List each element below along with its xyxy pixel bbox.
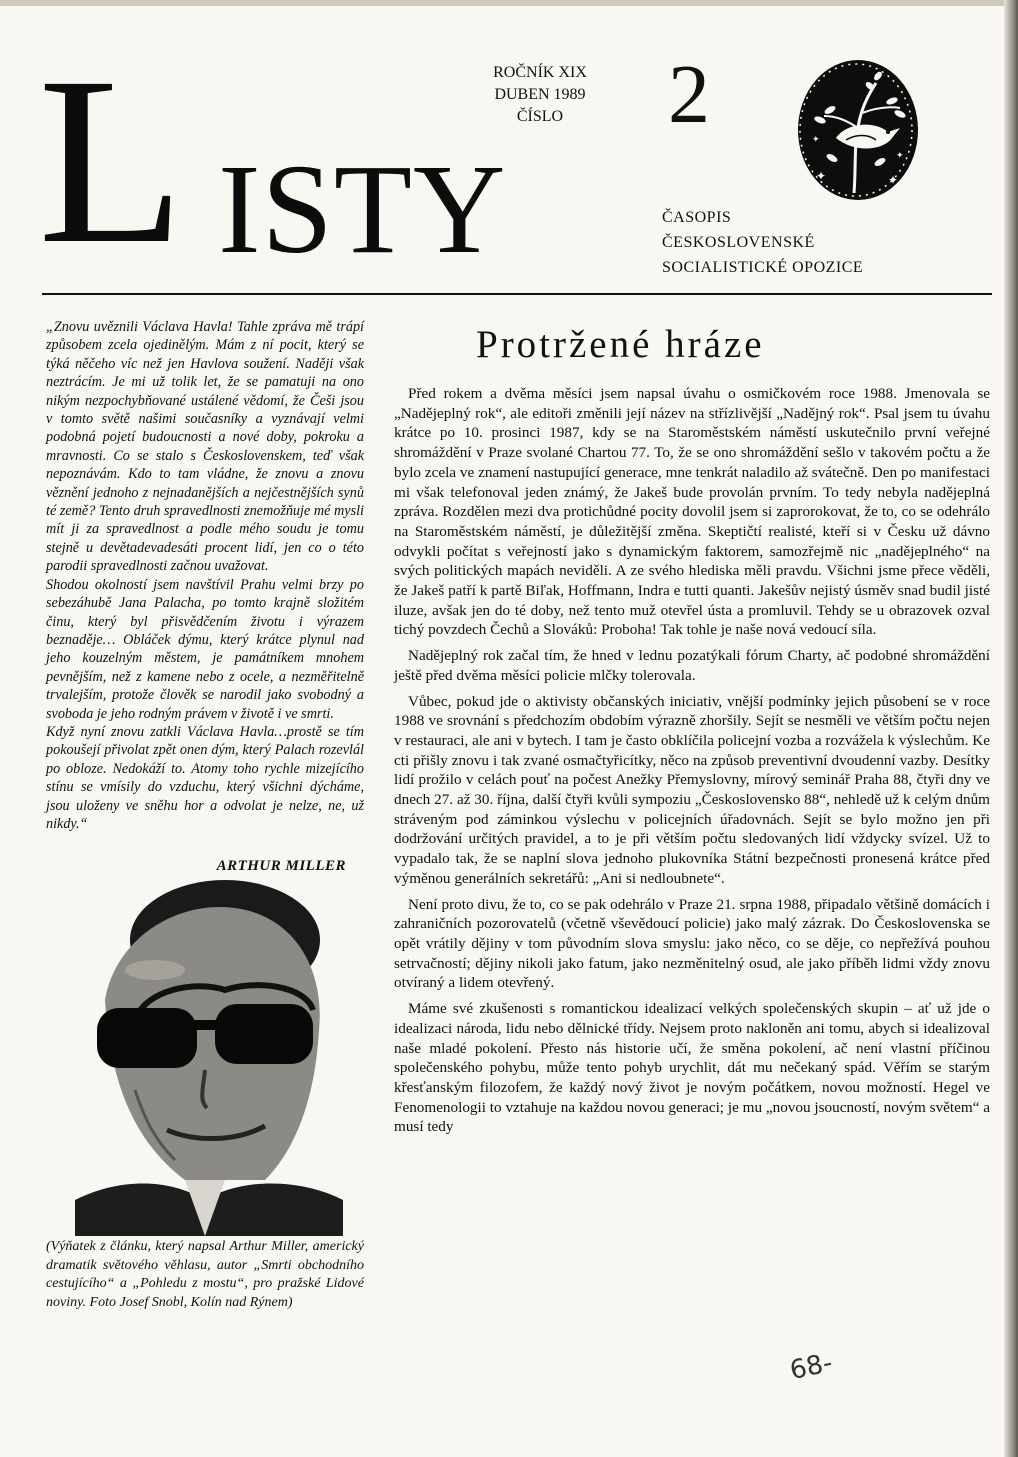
svg-text:✦: ✦ xyxy=(812,134,820,144)
masthead-subtitle xyxy=(662,205,863,280)
article-headline: Protržené hráze xyxy=(476,323,765,366)
volume-label: ROČNÍK XIX xyxy=(493,64,587,81)
masthead-divider xyxy=(42,293,992,295)
issue-number: 2 xyxy=(668,48,710,141)
quote-paragraph: „Znovu uvěznili Václava Havla! Tahle zpráva mě trápí způsobem zcela ojedinělým. Mám z ní pocit, který se týká něčeho víc než jen Havlova soužení. Naději však neztrácím. Je mi už tolik let, že se pamatuji na ono nikým nezpochybňované ustálené vědomí, že Češi jsou v tomto světě našimi současníky a vyznávají velmi podobná pojetí budoucnosti a nové doby, pokroku a mravnosti. Co se stalo s Československem, teď však nepoznávám. Kdo to tam vládne, že znovu a znovu věznění jednoho z nejnadanějších a nejčestnějších synů té země? Tento druh spravedlnosti znemožňuje mé mysli mít ji za spravedlnost a podle mého soudu je tomu stejně u devětadevadesáti procent lidí, jen co o této parodii spravedlnosti začnou uvažovat. xyxy=(46,319,364,575)
quote-paragraph: Když nyní znovu zatkli Václava Havla…prostě se tím pokoušejí přivolat zpět onen dým, který Palach rozevlál po obloze. Nedokáží to. Atomy toho rychle mizejícího stínu se vmísily do vzduchu, který všichni dýcháme, jsou uloženy ve sněhu hor a odvolat je nelze, ne, už nikdy.“ xyxy=(46,723,364,832)
issue-date: DUBEN 1989 xyxy=(494,86,586,103)
subtitle-line-2: ČESKOSLOVENSKÉ xyxy=(662,234,815,251)
article-paragraph: Máme své zkušenosti s romantickou idealizací velkých společenských skupin – ať už jde o idealizaci národa, lidu nebo dělnické třídy. Nejsem proto nakloněn ani tomu, abych si idealizoval naše mladé pokolení. Přesto nás historie učí, že směna pokolení, ač není vlastní příčinou společenského pohybu, může tento pohyb urychlit, dát mu nečekaný spád. Věřím se starým křesťanským filozofem, že každý nový život je novým počátkem, novou možností. Hegel ve Fenomenologii to vztahuje na každou novou generaci; je mu „novou jsoucností, novým světem“ a musí tedy xyxy=(394,1000,990,1136)
bird-emblem-icon xyxy=(796,58,926,208)
subtitle-line-1: ČASOPIS xyxy=(662,209,732,226)
quote-signature: ARTHUR MILLER xyxy=(216,858,346,874)
article-paragraph: Vůbec, pokud jde o aktivisty občanských iniciativ, vnější podmínky jejich působení se v roce 1988 ve srovnání s předchozím obdobím výrazně zhoršily. Sejít se nesměli ve větším počtu nejen v restauraci, ale ani v bytech. I tam je často obklíčila policejní vozba a rozvážela k výslechům. Ke cti přišly znovu i tak zvané osmačtyřicítky, něco na způsob preventivní dvoudenní vazby. Desítky lidí prožilo v celách pouť na počest Anežky Přemyslovny, mírový seminář Praha 88, čtyři dny ve dnech 27. až 30. října, další čtyři kvůli sympoziu „Československo 88“, nehledě už k celým dnům stráveným pod záminkou výslechu v policejních úřadovnách. Sejít se bylo možno jen při dodržování určitých pravidel, a to je při větším počtu sledovaných lidí vždycky svízel. Už to vypadalo tak, že se naplní slova jednoho plukovníka Státní bezpečnosti pronesená krátce před výměnou generálních sekretářů: „Ani si nedloubnete“. xyxy=(394,692,990,887)
handwritten-note: 68- xyxy=(787,1347,836,1387)
quote-paragraph: Shodou okolností jsem navštívil Prahu velmi brzy po sebezáhubě Jana Palacha, po tomto krajně složitém činu, který byl přisvědčením životu i výrazem beznaděje… Obláček dýmu, který krátce plynul nad jeho kouzelným městem, je památníkem mnohem pevnějším, než z kamene nebo z ocele, a nezměřitelně trvalejším, protože člověk se narodil jako svobodný a svoboda je jeho rodným právem v životě i ve smrti. xyxy=(46,576,364,722)
article-body xyxy=(394,384,990,1143)
masthead-letters-isty: ISTY xyxy=(218,138,507,280)
issue-number-label: ČÍSLO xyxy=(516,108,564,125)
masthead-letter-l: L xyxy=(38,27,183,293)
page-top-edge xyxy=(0,0,1018,6)
page-right-edge xyxy=(1004,0,1018,1457)
subtitle-line-3: SOCIALISTICKÉ OPOZICE xyxy=(662,259,864,276)
arthur-miller-photo xyxy=(75,880,343,1236)
photo-caption: (Výňatek z článku, který napsal Arthur Miller, americký dramatik světového věhlasu, autor „Smrti obchodního cestujícího“ a „Pohledu z mostu“, pro pražské Lidové noviny. Foto Josef Snobl, Kolín nad Rýnem) xyxy=(46,1239,364,1310)
svg-text:✦: ✦ xyxy=(888,173,899,187)
svg-text:✦: ✦ xyxy=(816,169,827,183)
article-paragraph: Nadějeplný rok začal tím, že hned v lednu pozatýkali fórum Charty, ač podobné shromáždění ještě před dvěma měsíci policie mlčky tolerovala. xyxy=(394,647,990,684)
miller-quote xyxy=(46,318,364,833)
svg-text:✦: ✦ xyxy=(896,150,904,160)
article-paragraph: Není proto divu, že to, co se pak odehrálo v Praze 21. srpna 1988, připadalo většině domácích i zahraničních pozorovatelů (včetně vševědoucí policie) jako malý zázrak. Do Československa se opět vrátily dějiny v tom původním slova smyslu: jako něco, co se děje, co nepřežívá pouhou setrvačností; dějiny nikoli jako fatum, jako nezměnitelný osud, ale jako příběh lidmi vždy znovu otvíraný a lidem otevřený. xyxy=(394,895,990,992)
issue-info xyxy=(470,62,610,128)
article-paragraph: Před rokem a dvěma měsíci jsem napsal úvahu o osmičkovém roce 1988. Jmenovala se „Nadějeplný rok“, ale editoři změnili její název na střízlivější „Nadějný rok“. Psal jsem tu úvahu krátce po 10. prosinci 1987, kdy se na Staroměstském náměstí uskutečnilo první veřejné shromáždění v Praze svolané Chartou 77. To, že se ono shromáždění sešlo v takovém počtu a že bylo zcela ve znamení nastupující generace, mne tenkrát naladilo až svátečně. Den po manifestaci mi však telefonoval jeden známý, že Jakeš bude provolán prvním. To tedy nebyla nadějeplná zpráva. Rozdělen mezi dva protichůdné pocity dovolil jsem si zaprorokovat, že to, co se odehrálo na Staroměstském náměstí, je důležitější změna. Skeptičtí realisté, kteří si v Česku už dávno odvykli počítat s veřejností jako s dynamickým faktorem, samozřejmě nic „nadějeplného“ na svých politických mapách neviděli. A ze svého hlediska měli pravdu. Všichni jsme přece věděli, že Jakeš patří k partě Biľak, Hoffmann, Indra e tutti quanti. Jakešův nejistý úsměv snad budil jisté iluze, avšak jen do té doby, než tento muž otevřel ústa a promluvil. Tehdy se u obrazovek ozval tichý povzdech Čechů a Slováků: Proboha! Tak tohle je naše nová vedoucí síla. xyxy=(394,385,990,639)
